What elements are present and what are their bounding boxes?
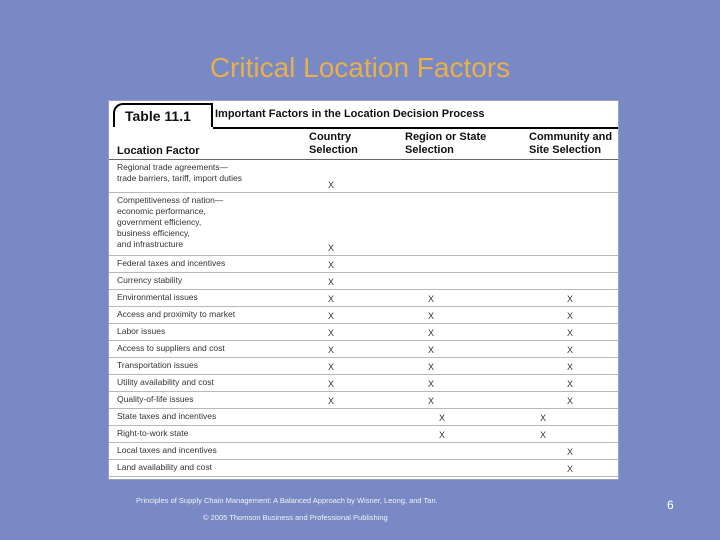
table-row bbox=[109, 307, 618, 324]
header-location-factor: Location Factor bbox=[117, 145, 200, 157]
table-caption-text: Important Factors in the Location Decision Process bbox=[215, 108, 485, 120]
community-selection-mark: X bbox=[566, 379, 573, 389]
table-label: Table 11.1 bbox=[113, 103, 213, 127]
location-factor-cell: Labor issues bbox=[117, 326, 166, 336]
community-selection-mark: X bbox=[566, 328, 573, 338]
community-selection-mark: X bbox=[566, 362, 573, 372]
country-selection-mark: X bbox=[327, 311, 334, 321]
location-factor-cell: Currency stability bbox=[117, 275, 183, 285]
location-factor-cell: Regional trade agreements— trade barriers, tariff, import duties bbox=[117, 162, 243, 183]
region-selection-mark: X bbox=[438, 430, 445, 440]
country-selection-mark: X bbox=[327, 379, 334, 389]
table-row bbox=[109, 273, 618, 290]
footer-copyright: © 2005 Thomson Business and Professional Publishing bbox=[203, 513, 388, 522]
community-selection-mark: X bbox=[566, 311, 573, 321]
location-factor-cell: Right-to-work state bbox=[117, 428, 189, 438]
table-row bbox=[109, 324, 618, 341]
community-selection-mark: X bbox=[539, 413, 546, 423]
region-selection-mark: X bbox=[438, 413, 445, 423]
table-row bbox=[109, 256, 618, 273]
location-factor-cell: State taxes and incentives bbox=[117, 411, 217, 421]
community-selection-mark: X bbox=[566, 464, 573, 474]
region-selection-mark: X bbox=[427, 328, 434, 338]
table-row bbox=[109, 409, 618, 426]
location-factor-cell: Transportation issues bbox=[117, 360, 198, 370]
table-row bbox=[109, 358, 618, 375]
header-region-selection: Region or State Selection bbox=[405, 131, 487, 156]
country-selection-mark: X bbox=[327, 277, 334, 287]
slide-title: Critical Location Factors bbox=[209, 52, 511, 83]
table-caption bbox=[109, 101, 618, 129]
header-country-selection: Country Selection bbox=[309, 131, 358, 156]
caption-divider bbox=[213, 127, 618, 129]
location-factor-cell: Environmental issues bbox=[117, 292, 198, 302]
country-selection-mark: X bbox=[327, 260, 334, 270]
page-number: 6 bbox=[667, 498, 674, 512]
location-factor-cell: Access to suppliers and cost bbox=[117, 343, 225, 353]
table-row bbox=[109, 193, 618, 256]
location-factor-cell: Quality-of-life issues bbox=[117, 394, 194, 404]
table-row bbox=[109, 341, 618, 358]
table-row bbox=[109, 290, 618, 307]
table-row bbox=[109, 160, 618, 193]
country-selection-mark: X bbox=[327, 328, 334, 338]
region-selection-mark: X bbox=[427, 345, 434, 355]
community-selection-mark: X bbox=[566, 294, 573, 304]
header-community-selection: Community and Site Selection bbox=[529, 131, 613, 156]
region-selection-mark: X bbox=[427, 311, 434, 321]
location-factor-cell: Access and proximity to market bbox=[117, 309, 236, 319]
country-selection-mark: X bbox=[327, 345, 334, 355]
location-factor-cell: Utility availability and cost bbox=[117, 377, 214, 387]
country-selection-mark: X bbox=[327, 180, 334, 190]
country-selection-mark: X bbox=[327, 294, 334, 304]
location-factors-table bbox=[108, 100, 619, 480]
table-row bbox=[109, 460, 618, 477]
region-selection-mark: X bbox=[427, 396, 434, 406]
footer-citation: Principles of Supply Chain Management: A Balanced Approach by Wisner, Leong, and Tan. bbox=[136, 496, 438, 505]
community-selection-mark: X bbox=[539, 430, 546, 440]
table-row bbox=[109, 392, 618, 409]
region-selection-mark: X bbox=[427, 362, 434, 372]
country-selection-mark: X bbox=[327, 243, 334, 253]
location-factor-cell: Land availability and cost bbox=[117, 462, 212, 472]
table-body bbox=[109, 160, 618, 477]
community-selection-mark: X bbox=[566, 396, 573, 406]
country-selection-mark: X bbox=[327, 362, 334, 372]
table-row bbox=[109, 443, 618, 460]
table-row bbox=[109, 426, 618, 443]
location-factor-cell: Federal taxes and incentives bbox=[117, 258, 226, 268]
community-selection-mark: X bbox=[566, 345, 573, 355]
location-factor-cell: Competitiveness of nation— economic performance, government efficiency, business efficiency, and infrastructure bbox=[117, 195, 224, 249]
region-selection-mark: X bbox=[427, 379, 434, 389]
region-selection-mark: X bbox=[427, 294, 434, 304]
table-row bbox=[109, 375, 618, 392]
community-selection-mark: X bbox=[566, 447, 573, 457]
location-factor-cell: Local taxes and incentives bbox=[117, 445, 217, 455]
country-selection-mark: X bbox=[327, 396, 334, 406]
